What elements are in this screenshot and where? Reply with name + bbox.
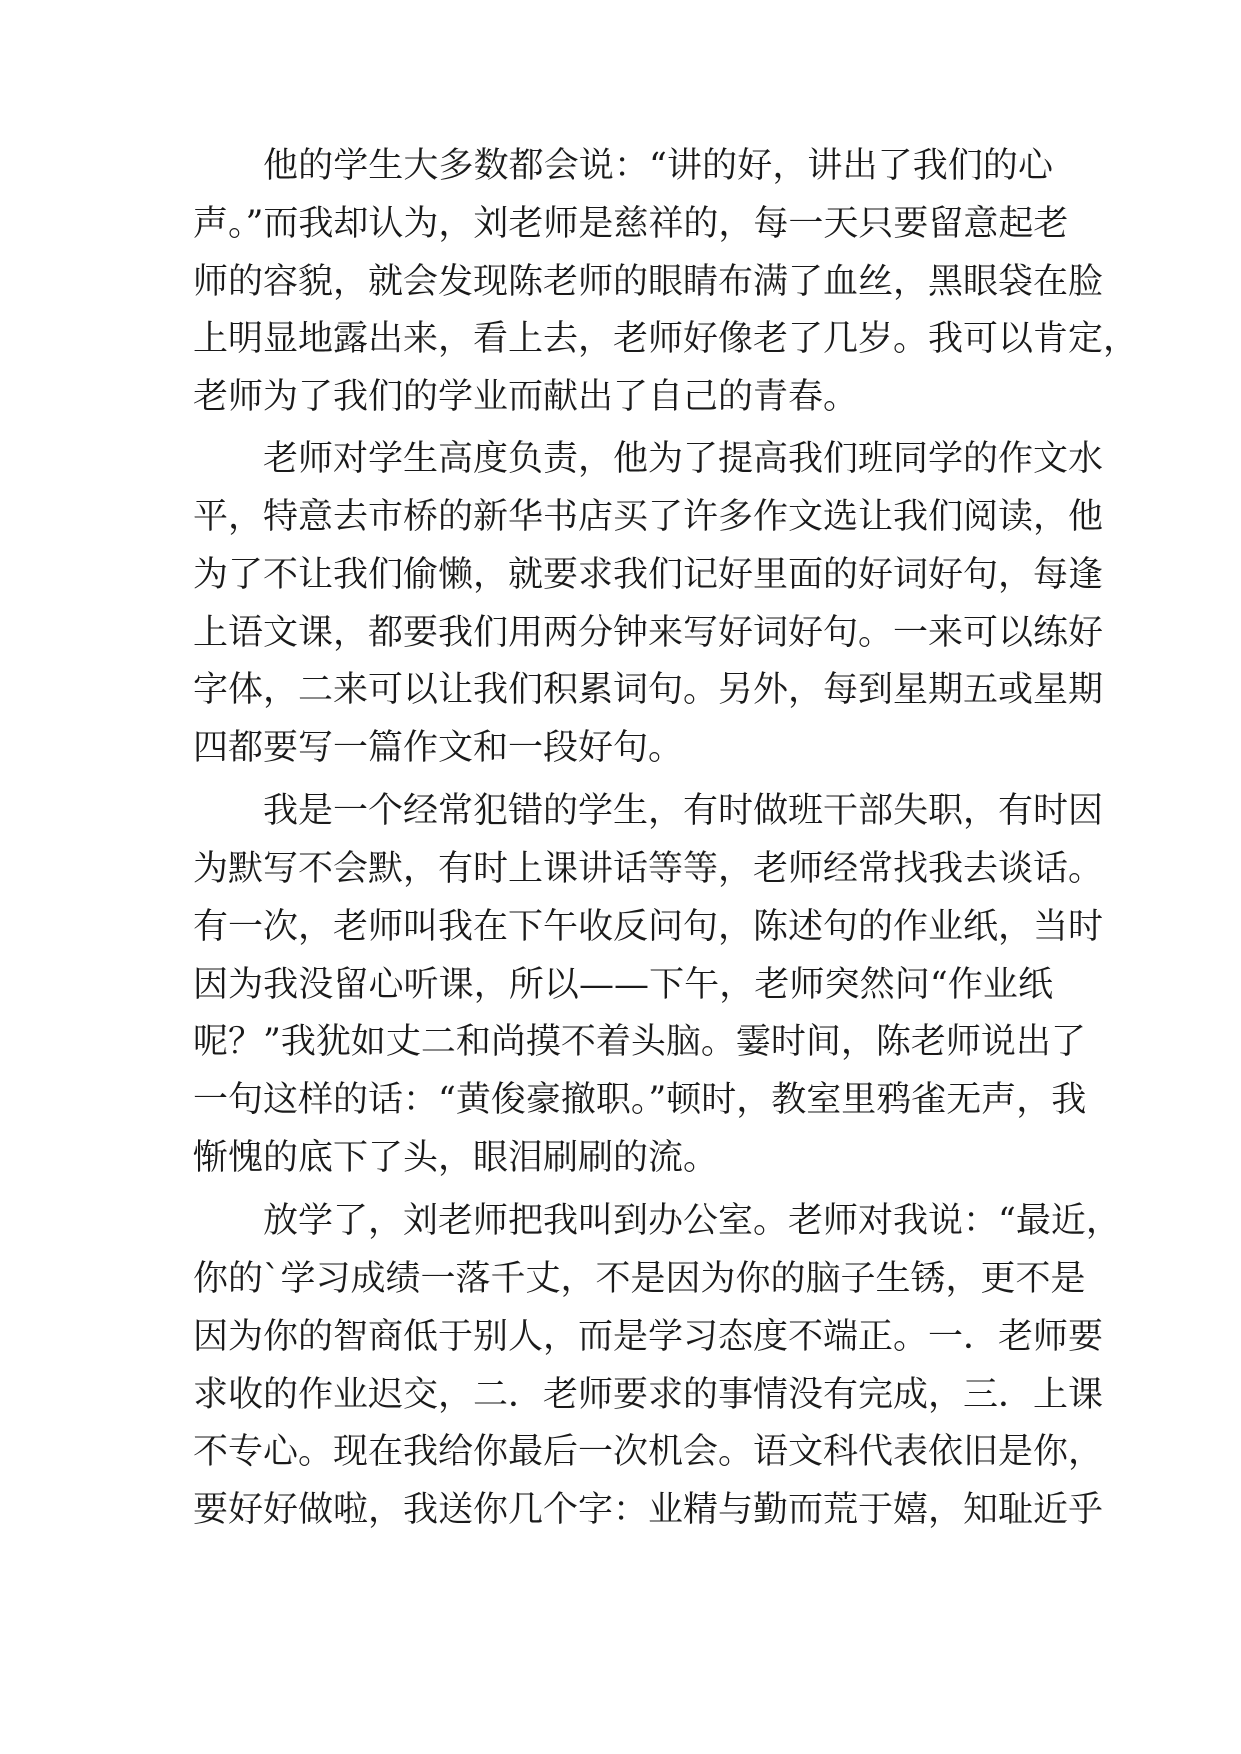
text-line: 上语文课，都要我们用两分钟来写好词好句。一来可以练好: [193, 613, 1104, 653]
text-line: 有一次，老师叫我在下午收反问句，陈述句的作业纸，当时: [193, 907, 1104, 947]
text-line: 因为我没留心听课，所以——下午，老师突然问“作业纸: [193, 965, 1053, 1005]
text-line: 求收的作业迟交，二．老师要求的事情没有完成，三．上课: [193, 1375, 1104, 1415]
text-line: 我是一个经常犯错的学生，有时做班干部失职，有时因: [263, 791, 1104, 831]
text-line: 平，特意去市桥的新华书店买了许多作文选让我们阅读，他: [193, 497, 1104, 537]
text-line: 声。”而我却认为，刘老师是慈祥的，每一天只要留意起老: [193, 204, 1069, 244]
text-line: 老师对学生高度负责，他为了提高我们班同学的作文水: [263, 439, 1104, 479]
text-line: 要好好做啦，我送你几个字：业精与勤而荒于嬉，知耻近乎: [193, 1490, 1104, 1530]
text-line: 一句这样的话：“黄俊豪撤职。”顿时，教室里鸦雀无声，我: [193, 1080, 1087, 1120]
text-line: 上明显地露出来，看上去，老师好像老了几岁。我可以肯定，: [193, 319, 1139, 359]
text-line: 师的容貌，就会发现陈老师的眼睛布满了血丝，黑眼袋在脸: [193, 262, 1104, 302]
text-line: 因为你的智商低于别人，而是学习态度不端正。一．老师要: [193, 1317, 1104, 1357]
text-line: 惭愧的底下了头，眼泪刷刷的流。: [193, 1138, 719, 1178]
text-line: 放学了，刘老师把我叫到办公室。老师对我说：“最近，: [263, 1201, 1121, 1241]
text-line: 老师为了我们的学业而献出了自己的青春。: [193, 377, 859, 417]
text-line: 你的`学习成绩一落千丈，不是因为你的脑子生锈，更不是: [193, 1259, 1086, 1299]
text-line: 呢？”我犹如丈二和尚摸不着头脑。霎时间，陈老师说出了: [193, 1022, 1086, 1062]
text-line: 为了不让我们偷懒，就要求我们记好里面的好词好句，每逢: [193, 555, 1104, 595]
text-line: 字体，二来可以让我们积累词句。另外，每到星期五或星期: [193, 670, 1104, 710]
text-line: 为默写不会默，有时上课讲话等等，老师经常找我去谈话。: [193, 849, 1104, 889]
text-line: 四都要写一篇作文和一段好句。: [193, 728, 684, 768]
text-line: 不专心。现在我给你最后一次机会。语文科代表依旧是你，: [193, 1432, 1104, 1472]
text-line: 他的学生大多数都会说：“讲的好，讲出了我们的心: [263, 146, 1053, 186]
